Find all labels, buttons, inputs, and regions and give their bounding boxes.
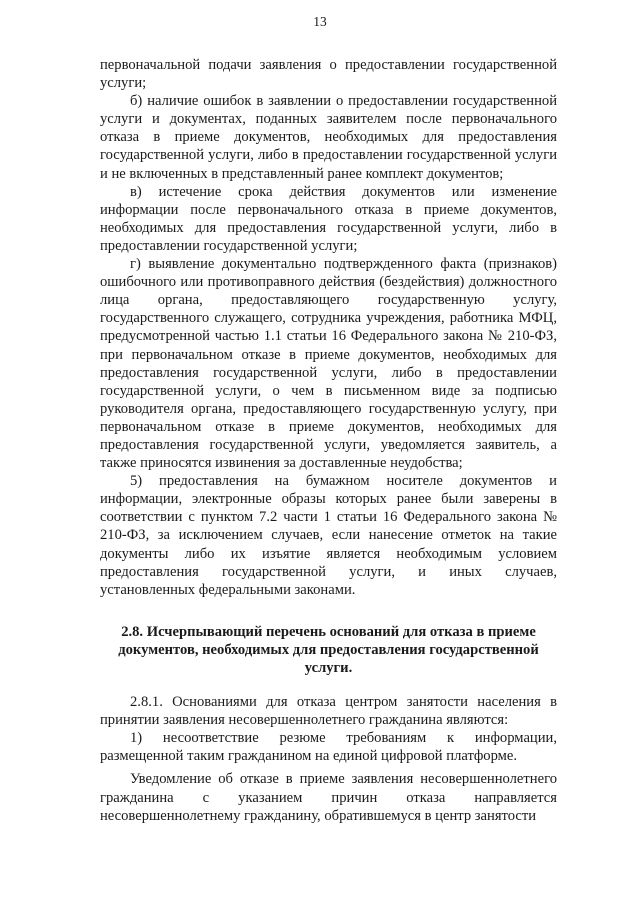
section-heading-line-3: услуги. — [304, 660, 353, 676]
section-heading — [100, 623, 557, 677]
paragraph-continuation: первоначальной подачи заявления о предоставлении государственной услуги; — [100, 57, 557, 92]
document-body — [100, 56, 557, 825]
paragraph-item-v: в) истечение срока действия документов или изменение информации после первоначального отказа в приеме документов, необходимых для предоставления государственной услуги, либо в предоставлении государственной услуги; — [100, 183, 557, 254]
page-number: 13 — [313, 14, 327, 29]
paragraph-item-b: б) наличие ошибок в заявлении о предоставлении государственной услуги и документах, поданных заявителем после первоначального отказа в приеме документов, необходимых для предоставления государственной услуги, либо в предоставлении государственной услуги и не включенных в представленный ранее комплект документов; — [100, 93, 557, 182]
section-heading-line-2: документов, необходимых для предоставления государственной — [118, 641, 539, 658]
paragraph-item-1: 1) несоответствие резюме требованиям к информации, размещенной таким гражданином на единой цифровой платформе. — [100, 730, 557, 765]
paragraph-item-g: г) выявление документально подтвержденного факта (признаков) ошибочного или противоправного действия (бездействия) должностного лица органа, предоставляющего государственную услугу, государственного служащего, сотрудника учреждения, работника МФЦ, предусмотренной частью 1.1 статьи 16 Федерального закона № 210-ФЗ, при первоначальном отказе в приеме документов, необходимых для предоставления государственной услуги, либо в предоставлении государственной услуги, о чем в письменном виде за подписью руководителя органа, предоставляющего государственную услугу, при первоначальном отказе в приеме документов, необходимых для предоставления государственной услуги, уведомляется заявитель, а также приносятся извинения за доставленные неудобства; — [100, 256, 557, 472]
paragraph-item-5: 5) предоставления на бумажном носителе документов и информации, электронные образы которых ранее были заверены в соответствии с пунктом 7.2 части 1 статьи 16 Федерального закона № 210-ФЗ, за исключением случаев, если нанесение отметок на такие документы либо их изъятие является необходимым условием предоставления государственной услуги, и иных случаев, установленных федеральными законами. — [100, 473, 557, 598]
paragraph-2-8-1: 2.8.1. Основаниями для отказа центром занятости населения в принятии заявления несовершеннолетнего гражданина являются: — [100, 694, 557, 729]
paragraph-notice: Уведомление об отказе в приеме заявления несовершеннолетнего гражданина с указанием причин отказа направляется несовершеннолетнему гражданину, обратившемуся в центр занятости — [100, 771, 557, 824]
section-heading-line-1: 2.8. Исчерпывающий перечень оснований для отказа в приеме — [121, 623, 536, 640]
